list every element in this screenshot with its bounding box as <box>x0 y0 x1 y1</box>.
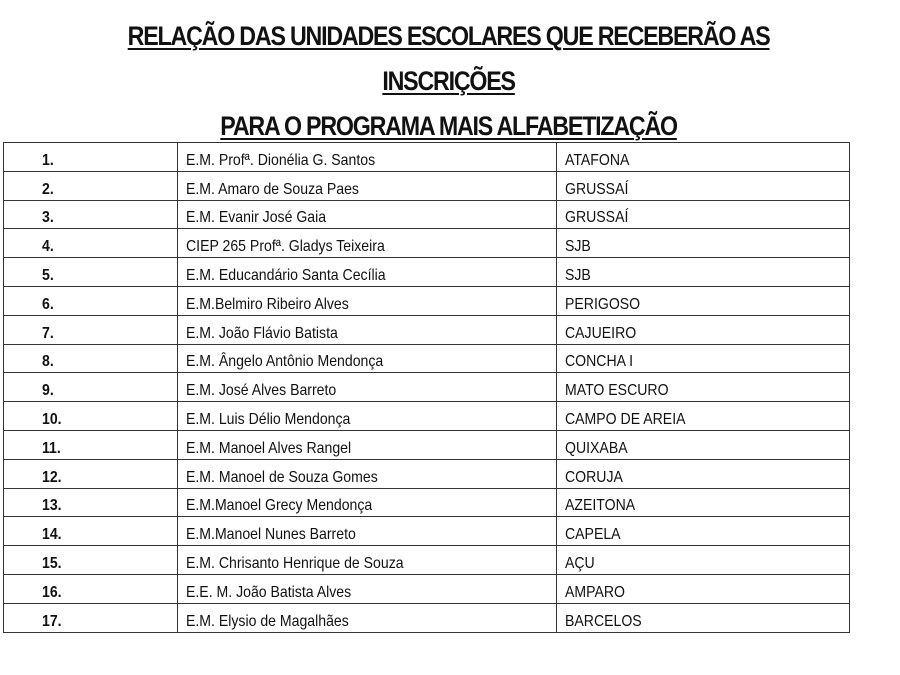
school-location: CAMPO DE AREIA <box>565 410 686 428</box>
table-row <box>4 402 850 431</box>
school-location: SJB <box>565 238 591 256</box>
school-location-cell <box>557 171 850 200</box>
school-location-cell <box>557 574 850 603</box>
table-row <box>4 258 850 287</box>
row-number: 10. <box>42 410 62 428</box>
school-name: E.M. Ângelo Antônio Mendonça <box>186 353 384 371</box>
school-name: E.M. Chrisanto Henrique de Souza <box>186 554 404 572</box>
school-name: E.M.Belmiro Ribeiro Alves <box>186 295 349 313</box>
school-location-cell <box>557 344 850 373</box>
table-row <box>4 373 850 402</box>
school-location-cell <box>557 402 850 431</box>
row-number: 14. <box>42 526 62 544</box>
row-number-cell <box>4 200 178 229</box>
schools-table <box>3 142 850 633</box>
school-name: E.M. Amaro de Souza Paes <box>186 180 359 198</box>
row-number: 16. <box>42 583 62 601</box>
school-location-cell <box>557 459 850 488</box>
school-location: MATO ESCURO <box>565 382 669 400</box>
school-location-cell <box>557 229 850 258</box>
school-name: E.M. João Flávio Batista <box>186 324 338 342</box>
school-location: PERIGOSO <box>565 295 641 313</box>
row-number-cell <box>4 459 178 488</box>
school-name: E.E. M. João Batista Alves <box>186 583 352 601</box>
school-name-cell <box>178 286 557 315</box>
school-location: CAPELA <box>565 526 621 544</box>
row-number-cell <box>4 488 178 517</box>
school-name-cell <box>178 171 557 200</box>
school-name: E.M. Evanir José Gaia <box>186 209 327 227</box>
school-location: AZEITONA <box>565 497 636 515</box>
school-name-cell <box>178 546 557 575</box>
row-number: 1. <box>42 151 54 169</box>
school-name-cell <box>178 430 557 459</box>
row-number-cell <box>4 603 178 632</box>
row-number-cell <box>4 171 178 200</box>
table-row <box>4 488 850 517</box>
table-row <box>4 171 850 200</box>
row-number: 5. <box>42 266 54 284</box>
row-number-cell <box>4 546 178 575</box>
school-location-cell <box>557 143 850 172</box>
school-name-cell <box>178 258 557 287</box>
row-number: 11. <box>42 439 61 457</box>
row-number: 12. <box>42 468 62 486</box>
schools-table-body <box>4 143 850 633</box>
table-row <box>4 430 850 459</box>
table-row <box>4 344 850 373</box>
row-number-cell <box>4 286 178 315</box>
school-name-cell <box>178 517 557 546</box>
row-number-cell <box>4 574 178 603</box>
title-line-1: RELAÇÃO DAS UNIDADES ESCOLARES QUE RECEBERÃO AS INSCRIÇÕES <box>127 21 770 96</box>
school-name-cell <box>178 229 557 258</box>
title-line-2: PARA O PROGRAMA MAIS ALFABETIZAÇÃO <box>220 111 677 141</box>
school-name: E.M. Educandário Santa Cecília <box>186 266 386 284</box>
document-title <box>62 14 836 149</box>
row-number: 2. <box>42 180 54 198</box>
school-name: E.M. José Alves Barreto <box>186 382 337 400</box>
school-location-cell <box>557 488 850 517</box>
school-location-cell <box>557 286 850 315</box>
school-name: E.M. Manoel Alves Rangel <box>186 439 352 457</box>
table-row <box>4 459 850 488</box>
school-location: QUIXABA <box>565 439 628 457</box>
row-number-cell <box>4 315 178 344</box>
school-name-cell <box>178 459 557 488</box>
school-name: E.M. Manoel de Souza Gomes <box>186 468 378 486</box>
table-row <box>4 603 850 632</box>
school-name: E.M. Luis Délio Mendonça <box>186 410 351 428</box>
row-number: 6. <box>42 295 54 313</box>
school-name-cell <box>178 373 557 402</box>
school-name: E.M. Profª. Dionélia G. Santos <box>186 151 376 169</box>
row-number: 9. <box>42 382 54 400</box>
table-row <box>4 546 850 575</box>
school-name-cell <box>178 402 557 431</box>
row-number-cell <box>4 402 178 431</box>
school-location-cell <box>557 200 850 229</box>
school-name-cell <box>178 200 557 229</box>
school-name-cell <box>178 603 557 632</box>
row-number: 13. <box>42 497 62 515</box>
school-location-cell <box>557 315 850 344</box>
school-location-cell <box>557 603 850 632</box>
row-number-cell <box>4 258 178 287</box>
school-location: GRUSSAÍ <box>565 209 629 227</box>
row-number-cell <box>4 143 178 172</box>
school-location: CORUJA <box>565 468 623 486</box>
row-number-cell <box>4 229 178 258</box>
school-location-cell <box>557 546 850 575</box>
school-name-cell <box>178 315 557 344</box>
school-location: ATAFONA <box>565 151 630 169</box>
school-location-cell <box>557 373 850 402</box>
school-name-cell <box>178 344 557 373</box>
school-location: SJB <box>565 266 591 284</box>
table-row <box>4 286 850 315</box>
row-number-cell <box>4 373 178 402</box>
school-location: GRUSSAÍ <box>565 180 629 198</box>
row-number-cell <box>4 430 178 459</box>
row-number-cell <box>4 517 178 546</box>
table-row <box>4 200 850 229</box>
school-name: E.M.Manoel Nunes Barreto <box>186 526 356 544</box>
school-name: E.M. Elysio de Magalhães <box>186 612 349 630</box>
row-number: 4. <box>42 238 54 256</box>
row-number-cell <box>4 344 178 373</box>
row-number: 7. <box>42 324 54 342</box>
school-location-cell <box>557 517 850 546</box>
table-row <box>4 143 850 172</box>
school-location: CONCHA I <box>565 353 634 371</box>
table-row <box>4 229 850 258</box>
row-number: 3. <box>42 209 54 227</box>
table-row <box>4 574 850 603</box>
row-number: 8. <box>42 353 54 371</box>
school-location: BARCELOS <box>565 612 642 630</box>
row-number: 17. <box>42 612 62 630</box>
school-location-cell <box>557 258 850 287</box>
school-name: CIEP 265 Profª. Gladys Teixeira <box>186 238 385 256</box>
school-location-cell <box>557 430 850 459</box>
school-name-cell <box>178 143 557 172</box>
row-number: 15. <box>42 554 62 572</box>
school-location: CAJUEIRO <box>565 324 637 342</box>
table-row <box>4 315 850 344</box>
school-name-cell <box>178 488 557 517</box>
table-row <box>4 517 850 546</box>
school-location: AMPARO <box>565 583 625 601</box>
school-name: E.M.Manoel Grecy Mendonça <box>186 497 373 515</box>
school-name-cell <box>178 574 557 603</box>
school-location: AÇU <box>565 554 595 572</box>
